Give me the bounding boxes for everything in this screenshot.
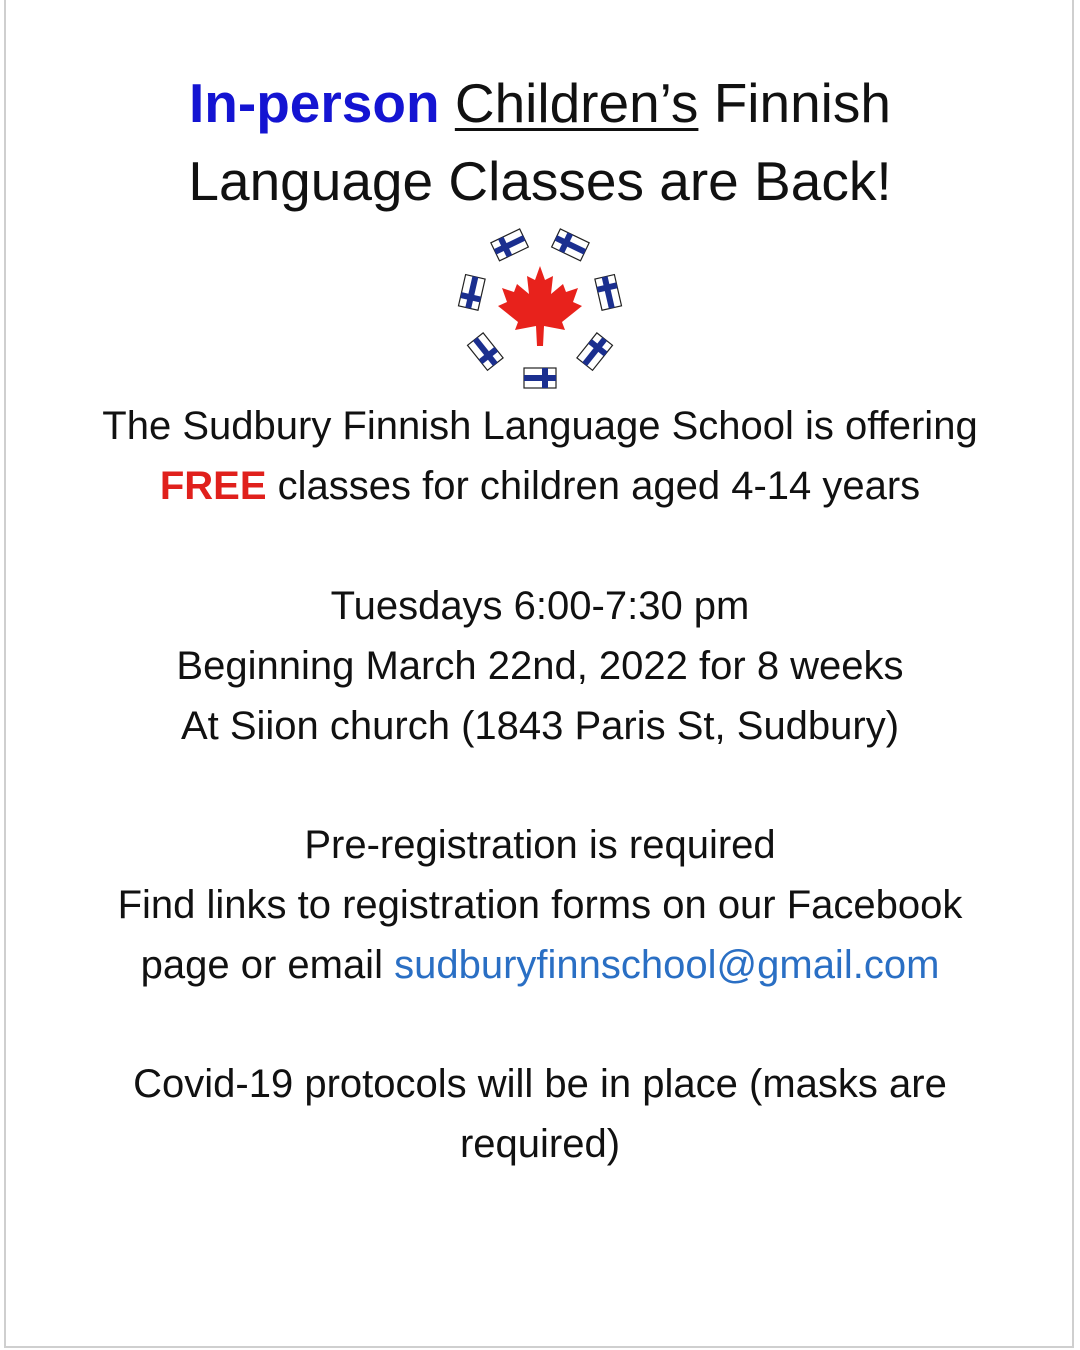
covid-line-2: required) <box>459 1122 621 1166</box>
title-finnish: Finnish <box>713 72 891 134</box>
title-childrens: Children’s <box>454 72 699 134</box>
page-title <box>0 64 1080 220</box>
finland-flag-icon <box>552 229 590 261</box>
finland-flag-icon <box>468 333 504 370</box>
intro-paragraph <box>0 396 1080 516</box>
schedule-start: Beginning March 22nd, 2022 for 8 weeks <box>176 644 904 688</box>
title-in-person: In-person <box>189 72 440 134</box>
finland-flag-icon <box>524 368 556 388</box>
registration-required: Pre-registration is required <box>304 823 776 867</box>
schedule-day-time: Tuesdays 6:00-7:30 pm <box>330 584 750 628</box>
schedule-location: At Siion church (1843 Paris St, Sudbury) <box>180 704 900 748</box>
finland-flag-icon <box>577 333 613 370</box>
finland-flag-icon <box>458 275 485 311</box>
finland-flag-icon <box>491 229 529 261</box>
covid-line-1: Covid-19 protocols will be in place (masks are <box>133 1062 947 1106</box>
email-link[interactable]: sudburyfinnschool@gmail.com <box>394 943 940 987</box>
covid-paragraph <box>0 1054 1080 1174</box>
free-badge: FREE <box>159 464 267 508</box>
intro-line-1: The Sudbury Finnish Language School is offering <box>102 404 978 448</box>
maple-leaf-icon <box>498 266 582 346</box>
finland-flag-icon <box>595 275 622 311</box>
registration-page-or-email: page or email <box>140 943 383 987</box>
intro-line-2: classes for children aged 4-14 years <box>277 464 921 508</box>
title-line-2: Language Classes are Back! <box>188 150 892 212</box>
registration-find-links: Find links to registration forms on our Facebook <box>117 883 963 927</box>
registration-paragraph <box>0 815 1080 995</box>
schedule-paragraph <box>0 576 1080 756</box>
finnish-canadian-logo-icon <box>450 222 630 392</box>
